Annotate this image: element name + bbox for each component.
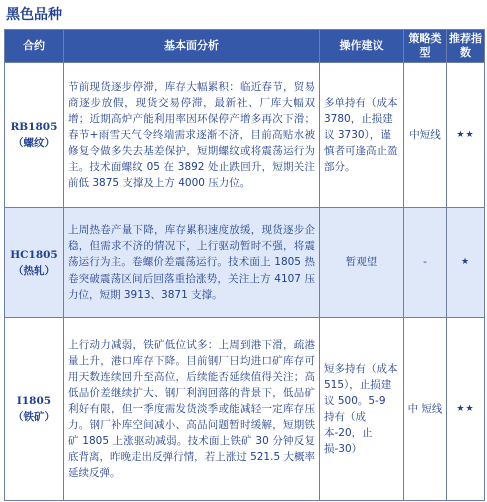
header-rating: 推荐指数	[447, 30, 485, 63]
table-row	[5, 208, 485, 318]
advice-cell: 多单持有（成本 3780，止损建议 3730），谨慎者可逢高止盈部分。	[320, 63, 404, 208]
analysis-cell: 上行动力减弱，铁矿低位试多：上周到港下滑，疏港量上升，港口库存下降。目前钢厂日均进口矿库存可用天数连续回升至高位，后续能否延续值得关注；高低品价差继续扩大、钢厂利润回落的背景下，低品矿利好有限，但一季度需发货淡季或能减轻一定库存压力。钢厂补库空间减小、高品问题暂时缓解，短期铁矿 1805 上涨驱动减弱。技术面上铁矿 30 分钟反复底背离，昨晚走出反弹行情，若上涨过 521.5 大概率延续反弹。	[64, 318, 320, 501]
strategy-cell: -	[404, 208, 447, 318]
header-strategy: 策略类型	[404, 30, 447, 63]
rating-stars: ★★	[447, 63, 485, 208]
contract-cell	[5, 318, 64, 501]
table-row	[5, 63, 485, 208]
header-contract: 合约	[5, 30, 64, 63]
header-analysis: 基本面分析	[64, 30, 320, 63]
analysis-cell: 上周热卷产量下降，库存累积速度放缓，现货逐步企稳，但需求不济的情况下，上行驱动暂时不强，将震荡运行为主。卷螺价差震荡运行。技术面上 1805 热卷突破震荡区间后回落重拾涨势，关注上方 4107 压力位，短期 3913、3871 支撑。	[64, 208, 320, 318]
page-title: 黑色品种	[6, 7, 62, 23]
contract-cell	[5, 63, 64, 208]
strategy-cell: 中 短线	[404, 318, 447, 501]
contract-cell	[5, 208, 64, 318]
contract-code: I1805	[16, 395, 52, 407]
contract-name: （热轧）	[13, 264, 55, 277]
advice-cell: 暂观望	[320, 208, 404, 318]
analysis-cell: 节前现货逐步停滞，库存大幅累积：临近春节，贸易商逐步放假，现货交易停滞，最新社、厂库大幅双增；近期高炉产能利用率因环保停产增多再次下滑；春节+雨雪天气令终端需求逐渐不济，目前高贴水被修复令做多失去基差保护，短期螺纹或将震荡运行为主。技术面螺纹 05 在 3892 处止跌回升，短期关注前低 3875 支撑及上方 4000 压力位。	[64, 63, 320, 208]
table-row	[5, 318, 485, 501]
advice-cell: 短多持有（成本 515），止损建议 500。5-9 持有（成本-20，止损-30）	[320, 318, 404, 501]
rating-stars: ★★	[447, 318, 485, 501]
table-header-row	[5, 30, 485, 63]
contract-code: HC1805	[10, 248, 58, 261]
strategy-cell: 中短线	[404, 63, 447, 208]
contract-name: （铁矿）	[13, 411, 55, 423]
varieties-table	[4, 29, 485, 501]
header-advice: 操作建议	[320, 30, 404, 63]
contract-code: RB1805	[10, 121, 58, 133]
rating-stars: ★	[447, 208, 485, 318]
contract-name: （螺纹）	[13, 137, 55, 149]
